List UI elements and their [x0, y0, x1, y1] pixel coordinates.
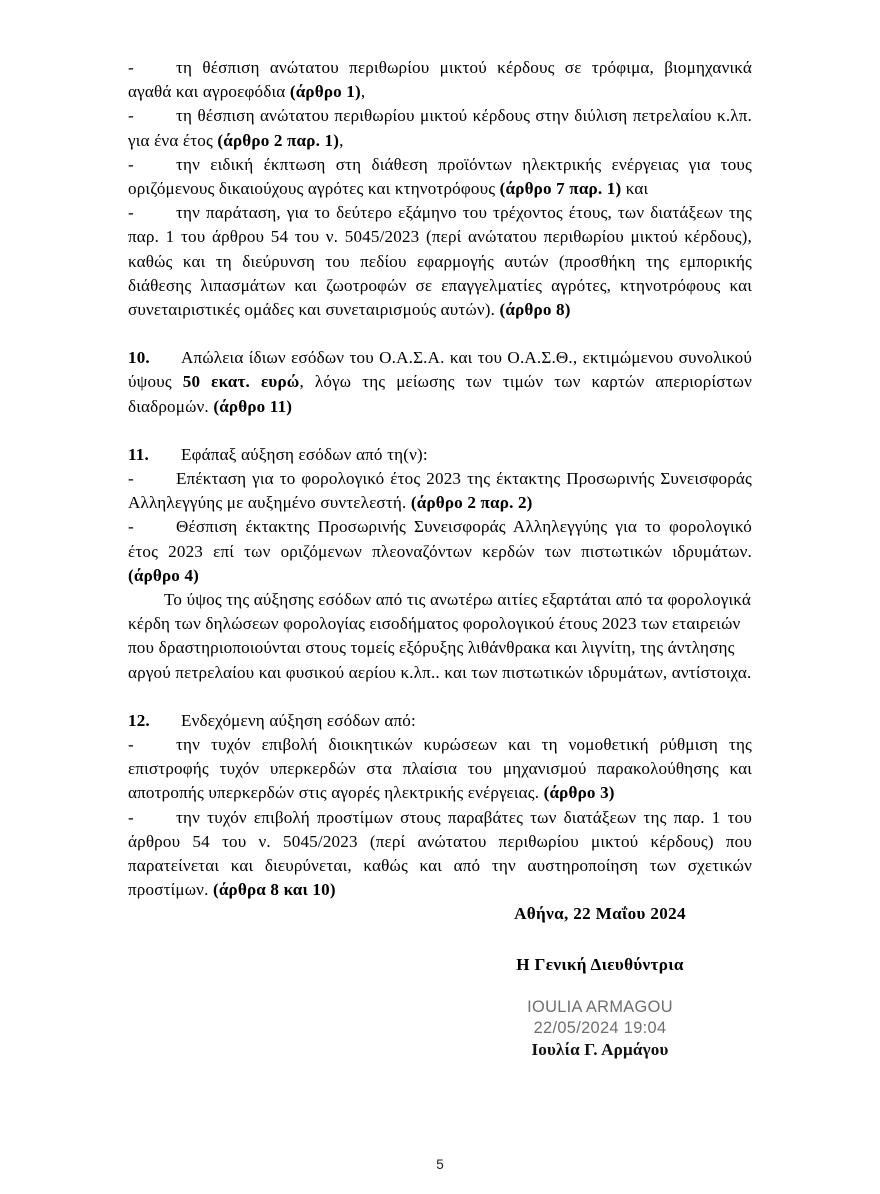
bullet-dash-marker: - [128, 58, 134, 77]
bullet-item [128, 201, 752, 322]
stamp-name-latin: IOULIA ARMAGOU [527, 998, 673, 1016]
bullet-item [128, 467, 752, 515]
bullet-dash-marker: - [128, 106, 134, 126]
city-and-date: Αθήνα, 22 Μαΐου 2024 [514, 904, 686, 923]
article-reference: (άρθρο 1) [289, 82, 361, 102]
bullet-text-tail: και [621, 179, 649, 199]
article-reference: (άρθρο 2 παρ. 1) [217, 130, 340, 150]
item-text: Απώλεια ίδιων εσόδων του Ο.Α.Σ.Α. και του Ο.Α.Σ.Θ., εκτιμώμενου συνολικού ύψους [128, 348, 752, 392]
bullet-text: την ειδική έκπτωση στη διάθεση προϊόντων ηλεκτρικής ενέργειας για τους οριζόμενους δικαιούχους αγρότες και κτηνοτρόφους [128, 154, 752, 199]
bullet-dash-marker: - [128, 517, 134, 537]
paragraph-spacer [128, 419, 752, 443]
numbered-item-12-heading [128, 709, 752, 733]
paragraph-spacer [128, 322, 752, 346]
digital-signature-stamp [400, 997, 800, 1061]
bullet-text: την τυχόν επιβολή διοικητικών κυρώσεων και τη νομοθετική ρύθμιση της επιστροφής τυχόν υπερκερδών στα πλαίσια του μηχανισμού παρακολούθησης και αποτροπής υπερκερδών στις αγορές ηλεκτρικής ενέργειας. [128, 735, 752, 803]
article-reference: (άρθρο 11) [213, 396, 293, 416]
bullet-text: Επέκταση για το φορολογικό έτος 2023 της έκτακτης Προσωρινής Συνεισφοράς Αλληλεγγύης με αυξημένο συντελεστή. [128, 469, 752, 513]
stamp-timestamp: 22/05/2024 19:04 [533, 1019, 667, 1037]
item-text-tail: , λόγω της μείωσης των τιμών των καρτών απεριορίστων διαδρομών. [128, 372, 752, 416]
numbered-item-11-heading [128, 443, 752, 467]
item-number: 12. [128, 710, 150, 730]
article-reference: (άρθρο 4) [128, 565, 200, 585]
paragraph-spacer [128, 685, 752, 709]
document-body [128, 56, 752, 903]
bullet-text: τη θέσπιση ανώτατου περιθωρίου μικτού κέρδους σε τρόφιμα, βιομηχανικά αγαθά και αγροεφόδια [128, 58, 752, 102]
bullet-text: την τυχόν επιβολή προστίμων στους παραβάτες των διατάξεων της παρ. 1 του άρθρου 54 του ν. 5045/2023 (περί ανώτατου περιθωρίου μικτού κέρδους) που παρατείνεται και διευρύνεται, καθώς και από την αυστηροποίηση των σχετικών προστίμων. [128, 807, 752, 900]
closing-block [400, 902, 800, 1061]
signer-name-greek: Ιουλία Γ. Αρμάγου [531, 1040, 669, 1059]
item-number: 11. [128, 444, 149, 464]
numbered-item-10 [128, 346, 752, 419]
bullet-item [128, 104, 752, 152]
item-number: 10. [128, 348, 150, 368]
bullet-dash-marker: - [128, 735, 134, 755]
amount-value: 50 εκατ. ευρώ [182, 372, 300, 392]
bullet-item [128, 515, 752, 588]
item-11-explanatory-paragraph [128, 588, 752, 685]
signer-title: Η Γενική Διευθύντρια [516, 955, 684, 974]
article-reference: (άρθρο 8) [499, 300, 571, 320]
page-number: 5 [436, 1157, 444, 1172]
item-heading-text: Ενδεχόμενη αύξηση εσόδων από: [181, 710, 416, 730]
bullet-text: Θέσπιση έκτακτης Προσωρινής Συνεισφοράς Αλληλεγγύης για το φορολογικό έτος 2023 επί των οριζόμενων πλεοναζόντων κερδών των πιστωτικών ιδρυμάτων. [128, 517, 752, 561]
article-reference: (άρθρο 7 παρ. 1) [499, 179, 622, 199]
bullet-item [128, 56, 752, 104]
paragraph-text: Το ύψος της αύξησης εσόδων από τις ανωτέρω αιτίες εξαρτάται από τα φορολογικά κέρδη των δηλώσεων φορολογίας εισοδήματος φορολογικού έτους 2023 των εταιρειών που δραστηριοποιούνται στους τομείς εξόρυξης λιθάνθρακα και λιγνίτη, της άντλησης αργού πετρελαίου και φυσικού αερίου κ.λπ.. και των πιστωτικών ιδρυμάτων, αντίστοιχα. [128, 590, 752, 682]
bullet-text: τη θέσπιση ανώτατου περιθωρίου μικτού κέρδους στην διύλιση πετρελαίου κ.λπ. για ένα έτος [128, 106, 752, 150]
bullet-item [128, 733, 752, 806]
article-reference: (άρθρο 2 παρ. 2) [410, 493, 533, 513]
bullet-dash-marker: - [128, 469, 134, 489]
bullet-text-tail: , [339, 130, 344, 150]
bullet-item [128, 153, 752, 201]
item-heading-text: Εφάπαξ αύξηση εσόδων από τη(ν): [181, 444, 428, 464]
bullet-text-tail: , [360, 82, 366, 102]
bullet-item [128, 806, 752, 903]
bullet-dash-marker: - [128, 807, 134, 827]
article-reference: (άρθρα 8 και 10) [212, 880, 336, 900]
bullet-dash-marker: - [128, 203, 134, 223]
article-reference: (άρθρο 3) [543, 783, 615, 803]
bullet-text: την παράταση, για το δεύτερο εξάμηνο του τρέχοντος έτους, των διατάξεων της παρ. 1 του άρθρου 54 του ν. 5045/2023 (περί ανώτατου περιθωρίου μικτού κέρδους), καθώς και τη διεύρυνση του πεδίου εφαρμογής αυτών (προσθήκη της εμπορικής διάθεσης λιπασμάτων και ζωοτροφών σε επαγγελματίες αγρότες, κτηνοτρόφους και συνεταιριστικές ομάδες και συνεταιρισμούς αυτών). [128, 203, 752, 320]
bullet-dash-marker: - [128, 154, 134, 174]
